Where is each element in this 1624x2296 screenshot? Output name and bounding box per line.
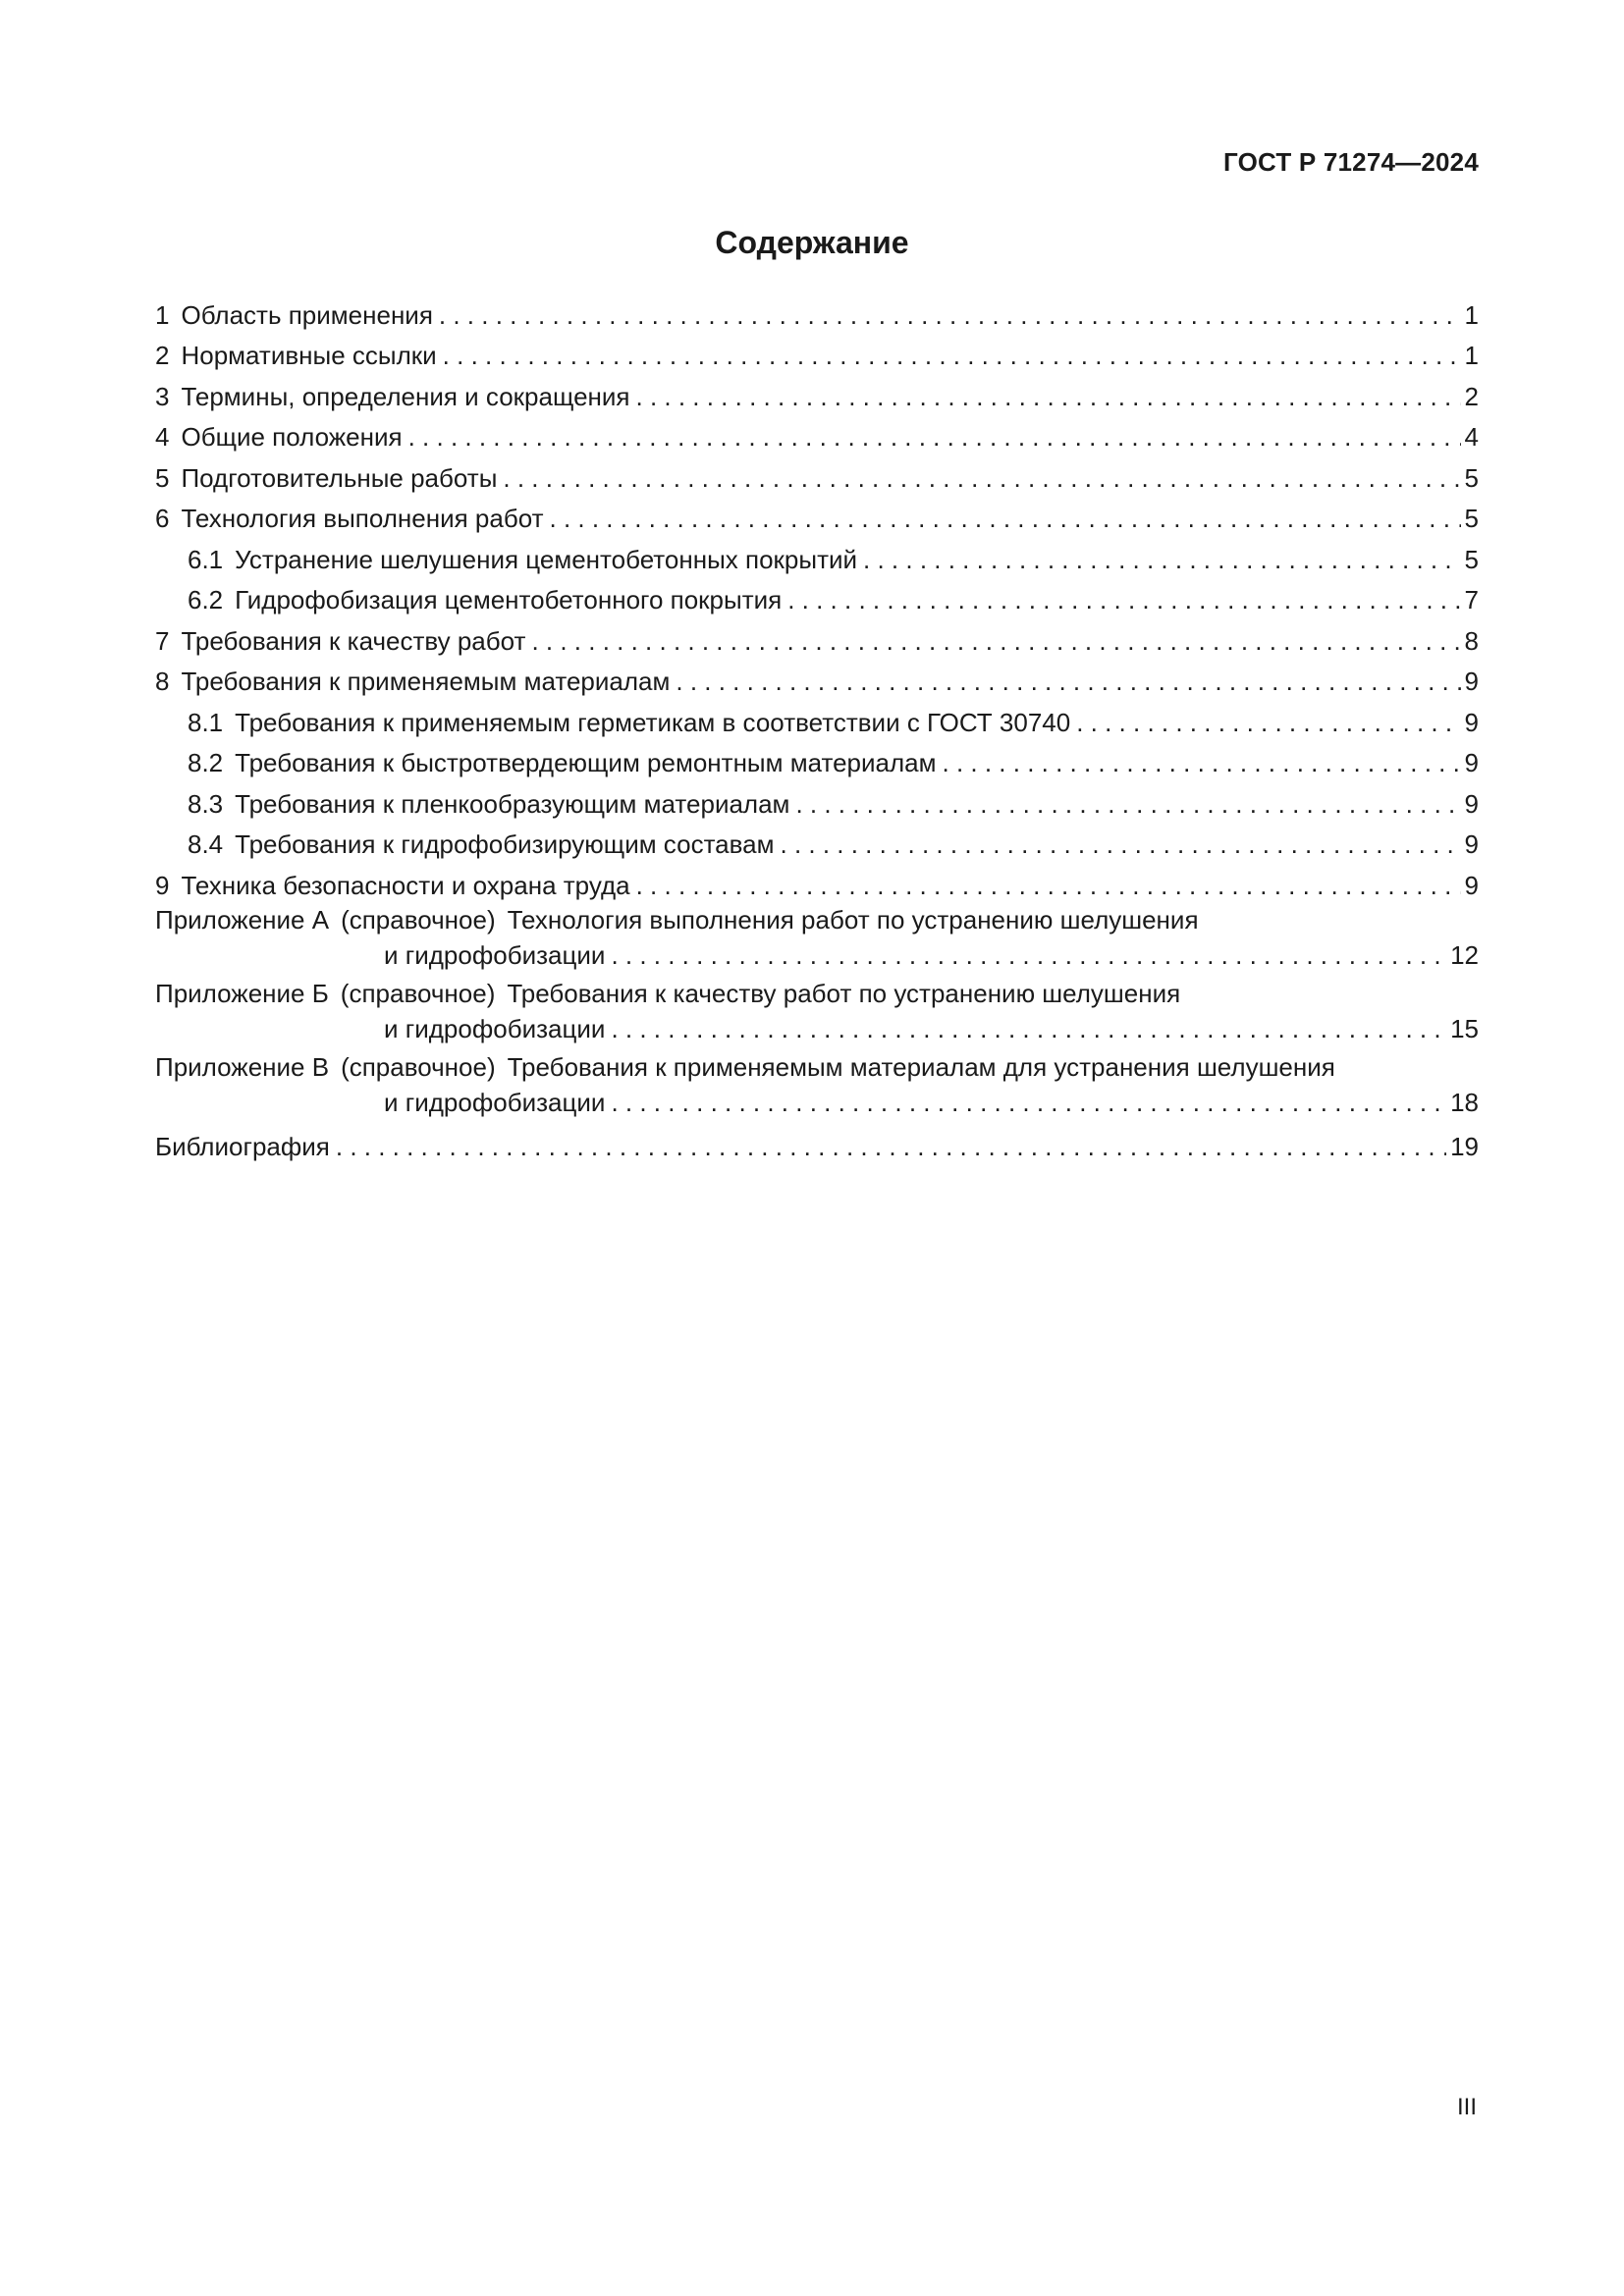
dot-leader <box>408 422 1461 452</box>
dot-leader <box>611 1014 1446 1043</box>
toc-entry-label: Область применения <box>181 299 433 330</box>
toc-subentry[interactable] <box>155 574 1479 615</box>
toc-entry-number: 8.1 <box>188 707 224 737</box>
toc-entry-label: Техника безопасности и охрана труда <box>181 870 630 900</box>
toc-entry-number: 1 <box>155 299 170 330</box>
dot-leader <box>1076 708 1460 737</box>
dot-leader <box>611 940 1446 970</box>
toc-entry-bibliography[interactable] <box>155 1121 1479 1162</box>
toc-entry-page: 1 <box>1464 299 1479 330</box>
toc-entry-page: 9 <box>1464 788 1479 819</box>
appendix-title: Требования к применяемым материалам для устранения шелушения <box>507 1051 1335 1082</box>
toc-appendix-entry[interactable] <box>155 1047 1479 1121</box>
toc-entry-label: Требования к пленкообразующим материалам <box>235 788 790 819</box>
toc-entry-page: 12 <box>1450 939 1479 970</box>
toc-entry-page: 5 <box>1464 504 1479 533</box>
toc-entry[interactable] <box>155 614 1479 656</box>
toc-entry[interactable] <box>155 330 1479 371</box>
appendix-first-line <box>155 979 1479 1014</box>
dot-leader <box>943 748 1461 777</box>
toc-entry-number: 2 <box>155 341 170 370</box>
toc-entry-number: 5 <box>155 462 170 493</box>
dot-leader <box>636 382 1461 411</box>
toc-entry-label: Общие положения <box>181 422 403 452</box>
toc-entry-label: Требования к применяемым герметикам в соответствии с ГОСТ 30740 <box>235 707 1071 737</box>
toc-entry-page: 1 <box>1464 341 1479 370</box>
toc-subentry[interactable] <box>155 696 1479 737</box>
dot-leader <box>531 626 1460 656</box>
toc-appendix-entry[interactable] <box>155 900 1479 974</box>
appendix-name: Приложение А <box>155 904 330 934</box>
toc-entry-number: 7 <box>155 625 170 656</box>
dot-leader <box>863 545 1461 574</box>
appendix-second-line <box>155 1014 1479 1043</box>
toc-entry-page: 9 <box>1464 748 1479 777</box>
dot-leader <box>503 463 1460 493</box>
toc-entry[interactable] <box>155 656 1479 697</box>
dot-leader <box>443 341 1461 370</box>
toc-entry-label: Требования к качеству работ <box>181 625 526 656</box>
toc-entry[interactable] <box>155 289 1479 330</box>
document-code: ГОСТ Р 71274—2024 <box>1223 147 1479 177</box>
toc-entry-number: 8 <box>155 667 170 696</box>
page-number: III <box>1456 2094 1477 2120</box>
toc-entry-page: 18 <box>1450 1087 1479 1117</box>
toc-entry-page: 9 <box>1464 870 1479 900</box>
appendix-title: Требования к качеству работ по устранению шелушения <box>507 978 1181 1008</box>
toc-entry-label: Технология выполнения работ <box>181 504 544 533</box>
appendix-first-line <box>155 1052 1479 1088</box>
toc-entry-label: Гидрофобизация цементобетонного покрытия <box>235 585 783 614</box>
toc-entry-number: 8.3 <box>188 788 224 819</box>
toc-entry-number: 8.2 <box>188 748 224 777</box>
toc-entry-page: 9 <box>1464 707 1479 737</box>
appendix-first-line <box>155 905 1479 940</box>
toc-entry-label: Требования к гидрофобизирующим составам <box>235 829 775 859</box>
toc-entry-number: 4 <box>155 422 170 452</box>
toc-entry-number: 6.1 <box>188 544 224 574</box>
toc-subentry[interactable] <box>155 737 1479 778</box>
toc-subentry[interactable] <box>155 777 1479 819</box>
dot-leader <box>550 504 1461 533</box>
toc-entry-page: 9 <box>1464 667 1479 696</box>
toc-entry-number: 3 <box>155 381 170 411</box>
dot-leader <box>336 1132 1446 1161</box>
appendix-title: Технология выполнения работ по устранению шелушения <box>507 904 1199 934</box>
toc-entry-number: 6.2 <box>188 585 224 614</box>
appendix-type: (справочное) <box>340 978 496 1008</box>
toc-appendix-entry[interactable] <box>155 974 1479 1047</box>
toc-entry[interactable] <box>155 493 1479 534</box>
toc-entry-label: Нормативные ссылки <box>181 341 437 370</box>
toc-entry-page: 15 <box>1450 1013 1479 1043</box>
appendix-type: (справочное) <box>341 904 496 934</box>
toc-entry-label: Устранение шелушения цементобетонных покрытий <box>235 544 858 574</box>
table-of-contents <box>155 289 1479 1161</box>
appendix-title-continuation: и гидрофобизации <box>384 1087 606 1117</box>
toc-entry-page: 2 <box>1464 381 1479 411</box>
dot-leader <box>781 829 1461 859</box>
toc-entry-page: 9 <box>1464 829 1479 859</box>
toc-entry-label: Требования к применяемым материалам <box>181 667 671 696</box>
toc-entry-number: 6 <box>155 504 170 533</box>
toc-entry-page: 19 <box>1450 1132 1479 1161</box>
toc-entry-page: 5 <box>1464 462 1479 493</box>
appendix-title-continuation: и гидрофобизации <box>384 939 606 970</box>
dot-leader <box>676 667 1460 696</box>
toc-title: Содержание <box>715 225 909 260</box>
dot-leader <box>795 789 1460 819</box>
toc-entry-number: 8.4 <box>188 829 224 859</box>
appendix-title-continuation: и гидрофобизации <box>384 1013 606 1043</box>
toc-entry[interactable] <box>155 452 1479 493</box>
appendix-name: Приложение В <box>155 1051 330 1082</box>
appendix-type: (справочное) <box>341 1051 496 1082</box>
toc-subentry[interactable] <box>155 819 1479 860</box>
toc-entry-label: Требования к быстротвердеющим ремонтным материалам <box>235 748 937 777</box>
toc-entry-label: Библиография <box>155 1132 330 1161</box>
toc-entry[interactable] <box>155 370 1479 411</box>
toc-entry-number: 9 <box>155 870 170 900</box>
toc-entry-label: Термины, определения и сокращения <box>181 381 630 411</box>
dot-leader <box>636 871 1461 900</box>
toc-entry[interactable] <box>155 411 1479 453</box>
toc-entry-page: 5 <box>1464 544 1479 574</box>
toc-entry-page: 8 <box>1464 625 1479 656</box>
toc-entry[interactable] <box>155 859 1479 900</box>
dot-leader <box>611 1088 1446 1117</box>
toc-entry-page: 4 <box>1464 422 1479 452</box>
dot-leader <box>439 300 1461 330</box>
toc-entry-page: 7 <box>1464 585 1479 614</box>
appendix-name: Приложение Б <box>155 978 329 1008</box>
toc-subentry[interactable] <box>155 533 1479 574</box>
appendix-second-line <box>155 940 1479 970</box>
dot-leader <box>787 585 1460 614</box>
toc-entry-label: Подготовительные работы <box>181 462 498 493</box>
appendix-second-line <box>155 1088 1479 1117</box>
